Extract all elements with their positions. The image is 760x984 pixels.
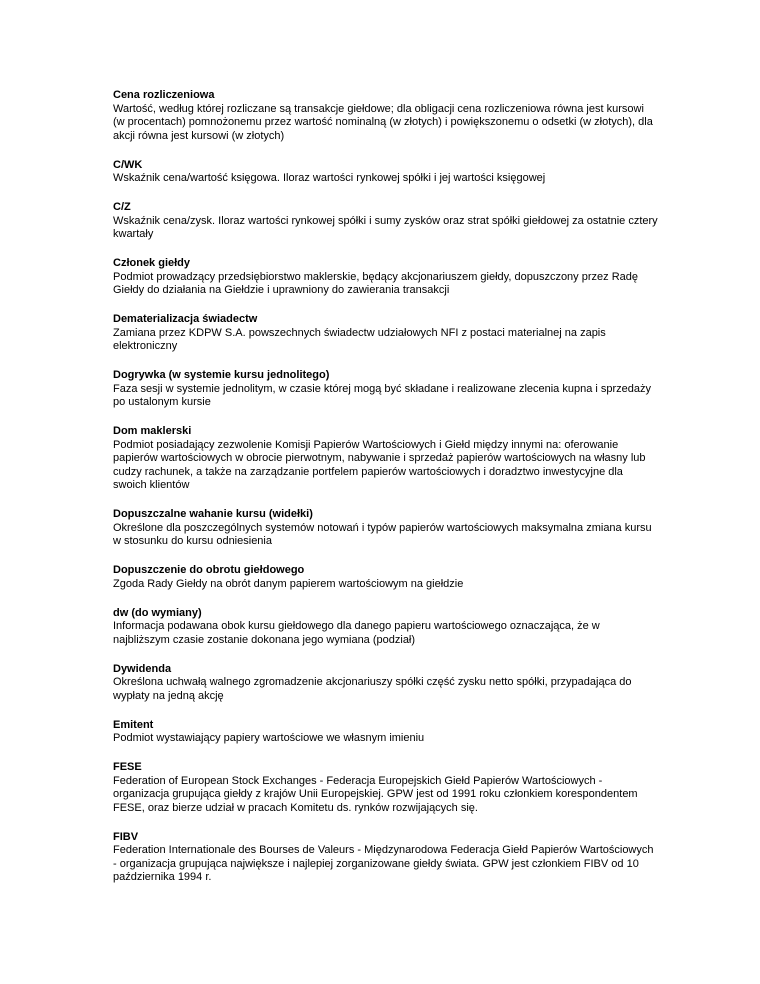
glossary-entry-dom-maklerski: [113, 425, 658, 493]
glossary-entry-dopuszczalne-wahanie: [113, 508, 658, 549]
glossary-entry-dematerializacja: [113, 313, 658, 354]
glossary-definition: Federation Internationale des Bourses de Valeurs - Międzynarodowa Federacja Giełd Papierów Wartościowych - organizacja grupująca największe i najlepiej zorganizowane giełdy świata. GPW jest członkiem FIBV od 10 października 1994 r.: [113, 844, 654, 883]
glossary-definition: Określona uchwałą walnego zgromadzenie akcjonariuszy spółki część zysku netto spółki, przypadająca do wypłaty na jedną akcję: [113, 676, 632, 702]
glossary-entry-c-wk: [113, 159, 658, 186]
glossary-entry-c-z: [113, 201, 658, 242]
glossary-term: Dematerializacja świadectw: [113, 313, 258, 325]
glossary-term: FIBV: [113, 830, 139, 843]
glossary-definition: Wskaźnik cena/zysk. Iloraz wartości rynkowej spółki i sumy zysków oraz strat spółki giełdowej za ostatnie cztery kwartały: [113, 214, 658, 240]
glossary-term: Dywidenda: [113, 662, 172, 675]
glossary-term: FESE: [113, 761, 142, 773]
glossary-entry-emitent: [113, 719, 658, 746]
glossary-definition: Podmiot posiadający zezwolenie Komisji Papierów Wartościowych i Giełd między innymi na: oferowanie papierów wartościowych w obrocie pierwotnym, nabywanie i sprzedaż papierów wartościowych na własny lub cudzy rachunek, a także na zarządzanie portfelem papierów wartościowych i doradztwo inwestycyjne dla swoich klientów: [113, 438, 646, 491]
glossary-entry-czlonek-gieldy: [113, 257, 658, 298]
glossary-definition: Wskaźnik cena/wartość księgowa. Iloraz wartości rynkowej spółki i jej wartości księgowej: [113, 172, 546, 184]
glossary-entry-cena-rozliczeniowa: [113, 89, 658, 143]
glossary-definition: Wartość, według której rozliczane są transakcje giełdowe; dla obligacji cena rozliczeniowa równa jest kursowi (w procentach) pomnożonemu przez wartość nominalną (w złotych) i powiększonemu o odsetki (w złotych), dla akcji równa jest kursowi (w złotych): [113, 102, 653, 142]
glossary-term: Dogrywka (w systemie kursu jednolitego): [113, 369, 330, 381]
glossary-definition: Informacja podawana obok kursu giełdowego dla danego papieru wartościowego oznaczająca, że w najbliższym czasie zostanie dokonana jego wymiana (podział): [113, 620, 600, 646]
glossary-entry-dywidenda: [113, 663, 658, 704]
glossary-entry-dogrywka: [113, 369, 658, 410]
glossary-term: Dom maklerski: [113, 425, 192, 437]
glossary-definition: Faza sesji w systemie jednolitym, w czasie której mogą być składane i realizowane zlecenia kupna i sprzedaży po ustalonym kursie: [113, 382, 652, 408]
glossary-term: Cena rozliczeniowa: [113, 89, 215, 101]
glossary-term: C/Z: [113, 201, 131, 213]
glossary-entry-dopuszczenie: [113, 564, 658, 591]
glossary-definition: Podmiot prowadzący przedsiębiorstwo maklerskie, będący akcjonariuszem giełdy, dopuszczony przez Radę Giełdy do działania na Giełdzie i uprawniony do zawierania transakcji: [113, 270, 638, 296]
glossary-definition: Federation of European Stock Exchanges - Federacja Europejskich Giełd Papierów Wartościowych - organizacja grupująca giełdy z krajów Unii Europejskiej. GPW jest od 1991 roku członkiem korespondentem FESE, oraz bierze udział w pracach Komitetu ds. rynków rozwijających się.: [113, 774, 638, 814]
glossary-definition: Określone dla poszczególnych systemów notowań i typów papierów wartościowych maksymalna zmiana kursu w stosunku do kursu odniesienia: [113, 521, 652, 547]
glossary-definition: Podmiot wystawiający papiery wartościowe we własnym imieniu: [113, 732, 425, 744]
glossary-term: dw (do wymiany): [113, 606, 202, 619]
glossary-entry-fese: [113, 761, 658, 815]
glossary-term: Członek giełdy: [113, 257, 191, 269]
glossary-term: Dopuszczenie do obrotu giełdowego: [113, 564, 305, 576]
glossary-term: C/WK: [113, 158, 143, 171]
glossary-term: Dopuszczalne wahanie kursu (widełki): [113, 508, 313, 520]
glossary-page: [113, 89, 658, 900]
glossary-term: Emitent: [113, 718, 154, 731]
glossary-definition: Zamiana przez KDPW S.A. powszechnych świadectw udziałowych NFI z postaci materialnej na zapis elektroniczny: [113, 326, 606, 352]
glossary-entry-fibv: [113, 831, 658, 885]
glossary-entry-dw: [113, 607, 658, 648]
glossary-definition: Zgoda Rady Giełdy na obrót danym papierem wartościowym na giełdzie: [113, 577, 464, 590]
